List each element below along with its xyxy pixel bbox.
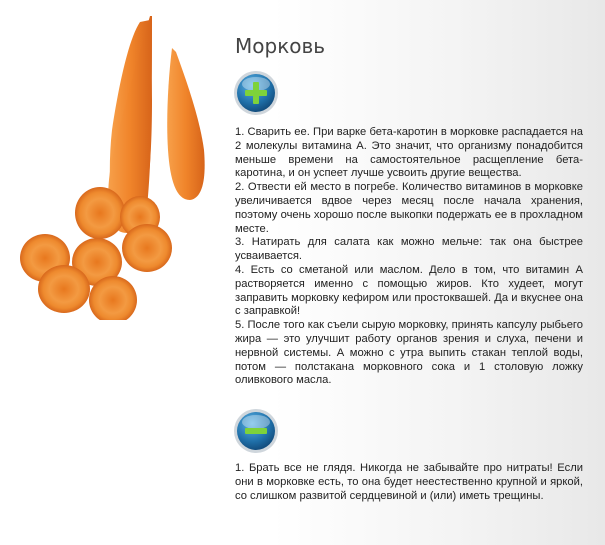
minus-badge-icon	[233, 408, 279, 454]
pros-list	[235, 126, 583, 388]
carrot-slice	[122, 224, 172, 272]
pros-item: 3. Натирать для салата как можно мельче: так она быстрее усваивается.	[235, 236, 583, 263]
cons-item: 1. Брать все не глядя. Никогда не забывайте про нитраты! Если они в морковке есть, то она будет неестественно крупной и яркой, со слишком развитой сердцевиной и (или) иметь трещины.	[235, 462, 583, 502]
pros-item: 5. После того как съели сырую морковку, принять капсулу рыбьего жира — это улучшит работу органов зрения и слуха, печени и нервной системы. А можно с утра выпить стакан теплой воды, потом — полстакана морковного сока и 1 столовую ложку оливкового масла.	[235, 319, 583, 387]
page-title: Морковь	[235, 34, 326, 58]
carrot-slice	[38, 265, 90, 313]
plus-badge-icon	[233, 70, 279, 116]
carrot-3	[167, 48, 204, 200]
carrots-illustration	[0, 0, 230, 320]
pros-item: 1. Сварить ее. При варке бета-каротин в морковке распадается на 2 молекулы витамина А. Это значит, что организму понадобится меньше времени на самостоятельное расщепление бета-каротина, и он успеет лучше усвоить другие вещества.	[235, 126, 583, 180]
carrot-slice	[75, 187, 125, 239]
pros-item: 4. Есть со сметаной или маслом. Дело в том, что витамин А растворяется именно с помощью жиров. Кто худеет, могут заправить морковку кефиром или простоквашей. Да и вкуснее она с заправкой!	[235, 263, 583, 318]
pros-item: 2. Отвести ей место в погребе. Количество витаминов в морковке увеличивается вдвое через месяц после начала хранения, поэтому очень хорошо после выкопки подержать ее в прохладном месте.	[235, 181, 583, 235]
cons-list	[235, 462, 583, 503]
